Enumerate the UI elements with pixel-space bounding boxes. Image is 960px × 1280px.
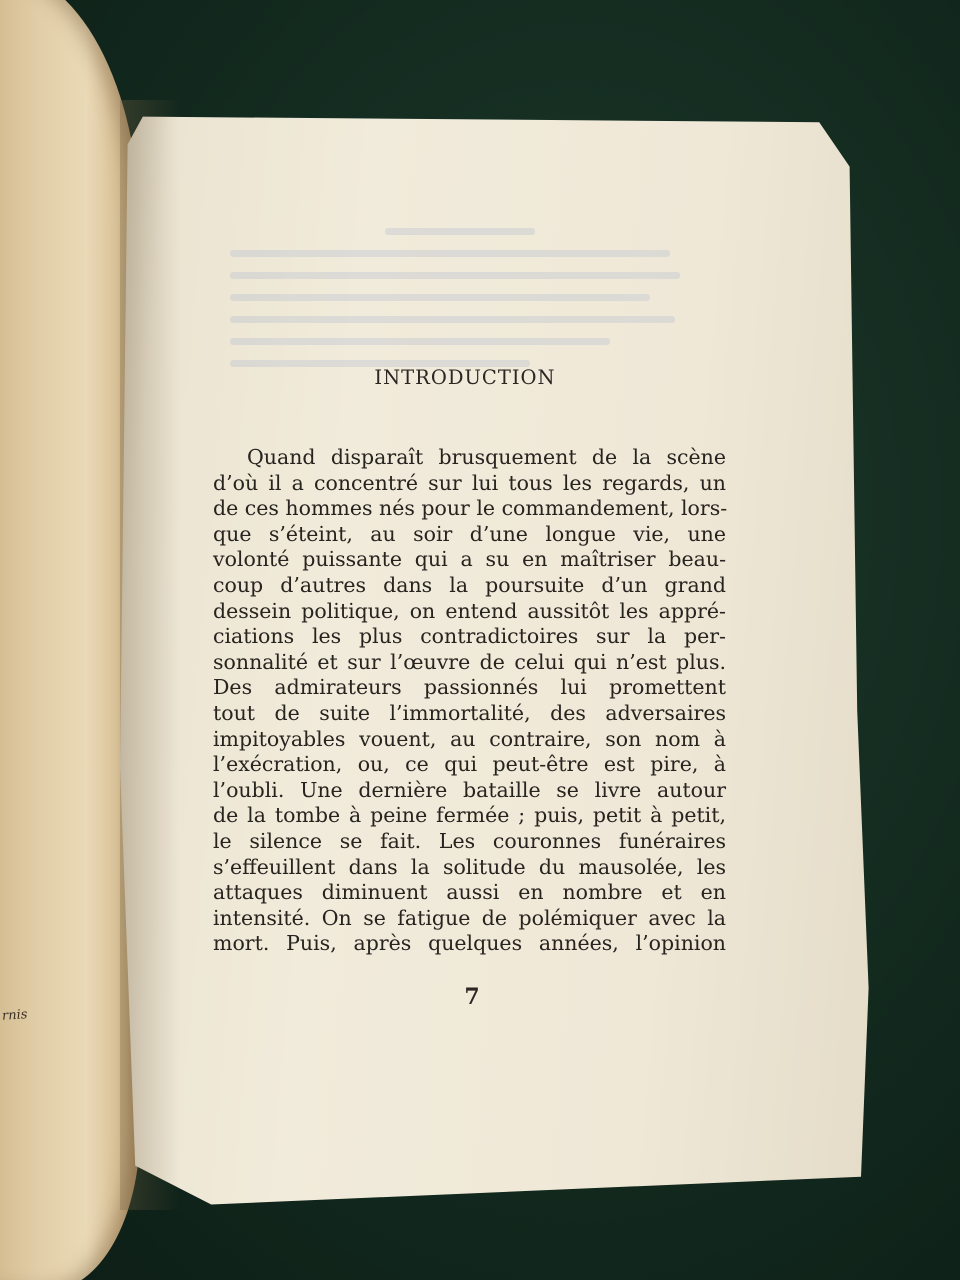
text-line: que s’éteint, au soir d’une longue vie, une <box>213 521 726 546</box>
text-line: de la tombe à peine fermée ; puis, petit à petit, <box>213 803 726 828</box>
text-line: l’exécration, ou, ce qui peut-être est pire, à <box>213 752 726 777</box>
text-line: le silence se fait. Les couronnes funéraires <box>213 828 726 853</box>
text-line: de ces hommes nés pour le commandement, lors- <box>213 496 728 521</box>
text-line: Quand disparaît brusquement de la scène <box>247 445 726 469</box>
chapter-title: INTRODUCTION <box>374 366 556 389</box>
text-line: ciations les plus contradictoires sur la per- <box>213 624 726 649</box>
text-line: attaques diminuent aussi en nombre et en <box>213 880 726 905</box>
text-line: impitoyables vouent, au contraire, son nom à <box>213 726 726 751</box>
text-line: s’effeuillent dans la solitude du mausolée, les <box>213 854 726 879</box>
text-line: intensité. On se fatigue de polémiquer avec la <box>213 905 726 930</box>
text-line: Des admirateurs passionnés lui promettent <box>213 675 726 700</box>
page-number: 7 <box>464 984 480 1010</box>
body-paragraph <box>213 445 726 957</box>
text-line: dessein politique, on entend aussitôt les appré- <box>213 598 726 623</box>
text-line: coup d’autres dans la poursuite d’un grand <box>213 572 726 597</box>
left-page-margin-note: rnis <box>1 1007 28 1024</box>
text-line: tout de suite l’immortalité, des adversaires <box>213 700 726 725</box>
text-line: d’où il a concentré sur lui tous les regards, un <box>213 470 726 495</box>
text-line: l’oubli. Une dernière bataille se livre autour <box>213 777 726 802</box>
left-facing-page <box>0 0 140 1280</box>
text-line: sonnalité et sur l’œuvre de celui qui n’est plus. <box>213 649 726 674</box>
show-through-text <box>230 228 690 382</box>
text-line: volonté puissante qui a su en maîtriser beau- <box>213 547 726 572</box>
text-line: mort. Puis, après quelques années, l’opinion <box>213 931 726 956</box>
